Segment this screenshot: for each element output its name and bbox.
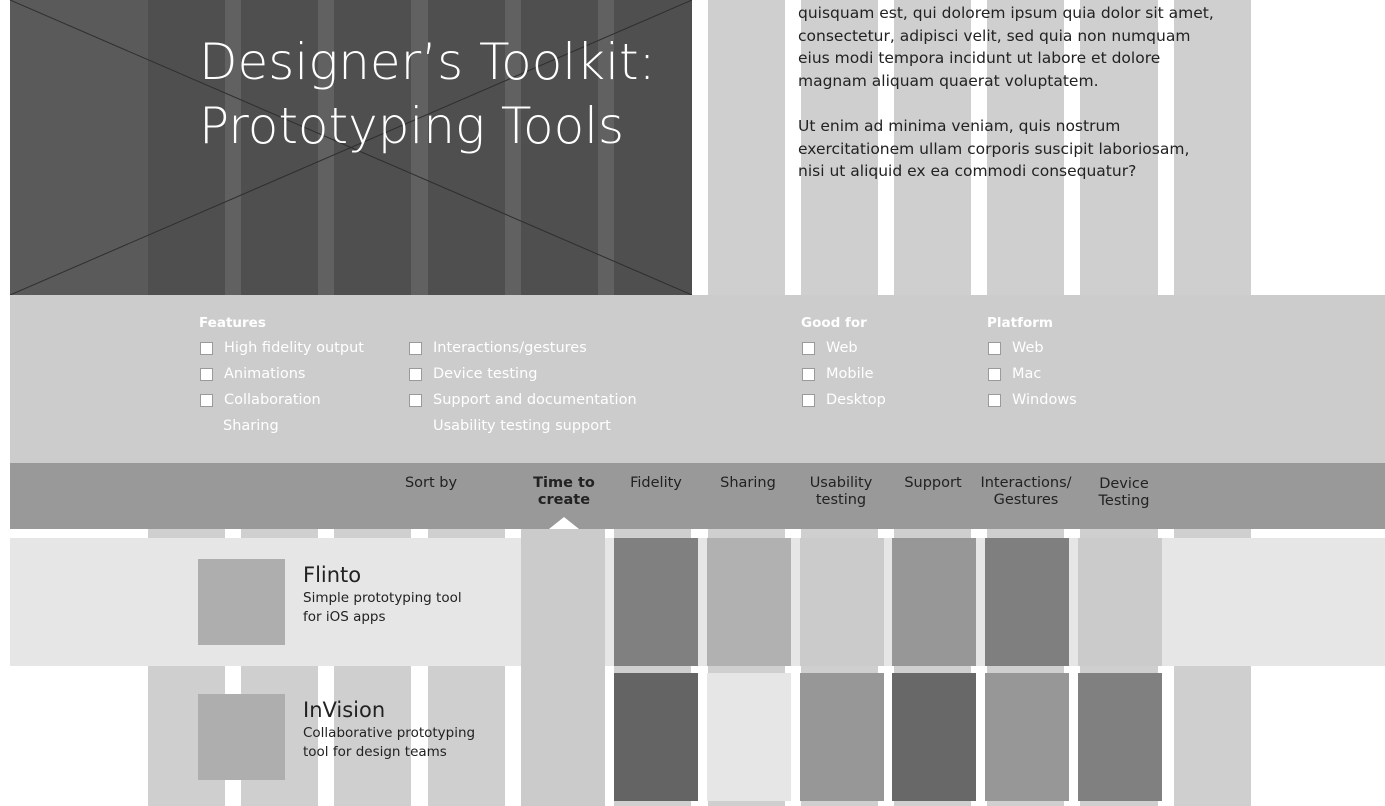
sort-fidelity[interactable]: Fidelity xyxy=(630,475,682,491)
time-to-create-column xyxy=(521,529,605,806)
rating-cell xyxy=(1078,673,1162,801)
features-heading: Features xyxy=(199,315,266,331)
filter-high-fidelity-output[interactable]: High fidelity output xyxy=(200,338,364,358)
filter-panel xyxy=(10,295,1385,463)
filter-good-for-web[interactable]: Web xyxy=(802,338,858,358)
rating-cell xyxy=(985,673,1069,801)
sort-indicator-caret-icon xyxy=(549,517,579,529)
good-for-heading: Good for xyxy=(801,315,867,331)
rating-cell xyxy=(707,538,791,666)
sort-support[interactable]: Support xyxy=(904,475,962,491)
sort-usability-testing[interactable]: Usability testing xyxy=(809,475,873,508)
sort-sharing[interactable]: Sharing xyxy=(720,475,776,491)
rating-cell xyxy=(892,673,976,801)
checkbox[interactable] xyxy=(409,368,422,381)
checkbox[interactable] xyxy=(200,342,213,355)
filter-good-for-mobile[interactable]: Mobile xyxy=(802,364,874,384)
filter-platform-web[interactable]: Web xyxy=(988,338,1044,358)
checkbox[interactable] xyxy=(988,394,1001,407)
sort-time-to-create[interactable]: Time to create xyxy=(533,475,595,508)
checkbox[interactable] xyxy=(802,394,815,407)
checkbox[interactable] xyxy=(200,368,213,381)
rating-cell xyxy=(614,538,698,666)
tool-thumbnail[interactable] xyxy=(198,559,285,645)
checkbox[interactable] xyxy=(409,342,422,355)
rating-cell xyxy=(800,673,884,801)
tool-description: Simple prototyping tool for iOS apps xyxy=(303,590,462,625)
filter-sharing[interactable]: Sharing xyxy=(223,418,279,434)
tool-name[interactable]: InVision xyxy=(303,698,386,722)
filter-animations[interactable]: Animations xyxy=(200,364,305,384)
checkbox[interactable] xyxy=(802,368,815,381)
rating-cell xyxy=(892,538,976,666)
filter-good-for-desktop[interactable]: Desktop xyxy=(802,390,886,410)
rating-cell xyxy=(614,673,698,801)
intro-paragraph-1: quisquam est, qui dolorem ipsum quia dolor sit amet, consectetur, adipisci velit, sed quia non numquam eius modi tempora incidunt ut labore et dolore magnam aliquam quaerat voluptatem. xyxy=(798,4,1214,90)
page-title-line1: Designer’s Toolkit: xyxy=(199,33,656,91)
intro-paragraph-2: Ut enim ad minima veniam, quis nostrum exercitationem ullam corporis suscipit laboriosam, nisi ut aliquid ex ea commodi consequatur? xyxy=(798,117,1190,180)
hero-image-placeholder xyxy=(10,0,692,295)
sort-device-testing[interactable]: Device Testing xyxy=(1098,476,1150,509)
filter-interactions-gestures[interactable]: Interactions/gestures xyxy=(409,338,587,358)
filter-collaboration[interactable]: Collaboration xyxy=(200,390,321,410)
tool-thumbnail[interactable] xyxy=(198,694,285,780)
filter-device-testing[interactable]: Device testing xyxy=(409,364,537,384)
page-title-line2: Prototyping Tools xyxy=(199,97,625,155)
rating-cell xyxy=(800,538,884,666)
page-title xyxy=(199,30,679,158)
sort-by-label: Sort by xyxy=(404,475,458,491)
checkbox[interactable] xyxy=(200,394,213,407)
checkbox[interactable] xyxy=(988,368,1001,381)
tool-name[interactable]: Flinto xyxy=(303,563,362,587)
checkbox[interactable] xyxy=(409,394,422,407)
rating-cell xyxy=(985,538,1069,666)
rating-cell xyxy=(707,673,791,801)
rating-cell xyxy=(1078,538,1162,666)
filter-platform-mac[interactable]: Mac xyxy=(988,364,1041,384)
filter-usability-testing-support[interactable]: Usability testing support xyxy=(433,418,611,434)
checkbox[interactable] xyxy=(802,342,815,355)
tool-description: Collaborative prototyping tool for design teams xyxy=(303,725,476,760)
platform-heading: Platform xyxy=(987,315,1053,331)
sort-bar xyxy=(10,463,1385,529)
filter-platform-windows[interactable]: Windows xyxy=(988,390,1077,410)
checkbox[interactable] xyxy=(988,342,1001,355)
sort-interactions-gestures[interactable]: Interactions/ Gestures xyxy=(980,475,1072,508)
filter-support-documentation[interactable]: Support and documentation xyxy=(409,390,637,410)
